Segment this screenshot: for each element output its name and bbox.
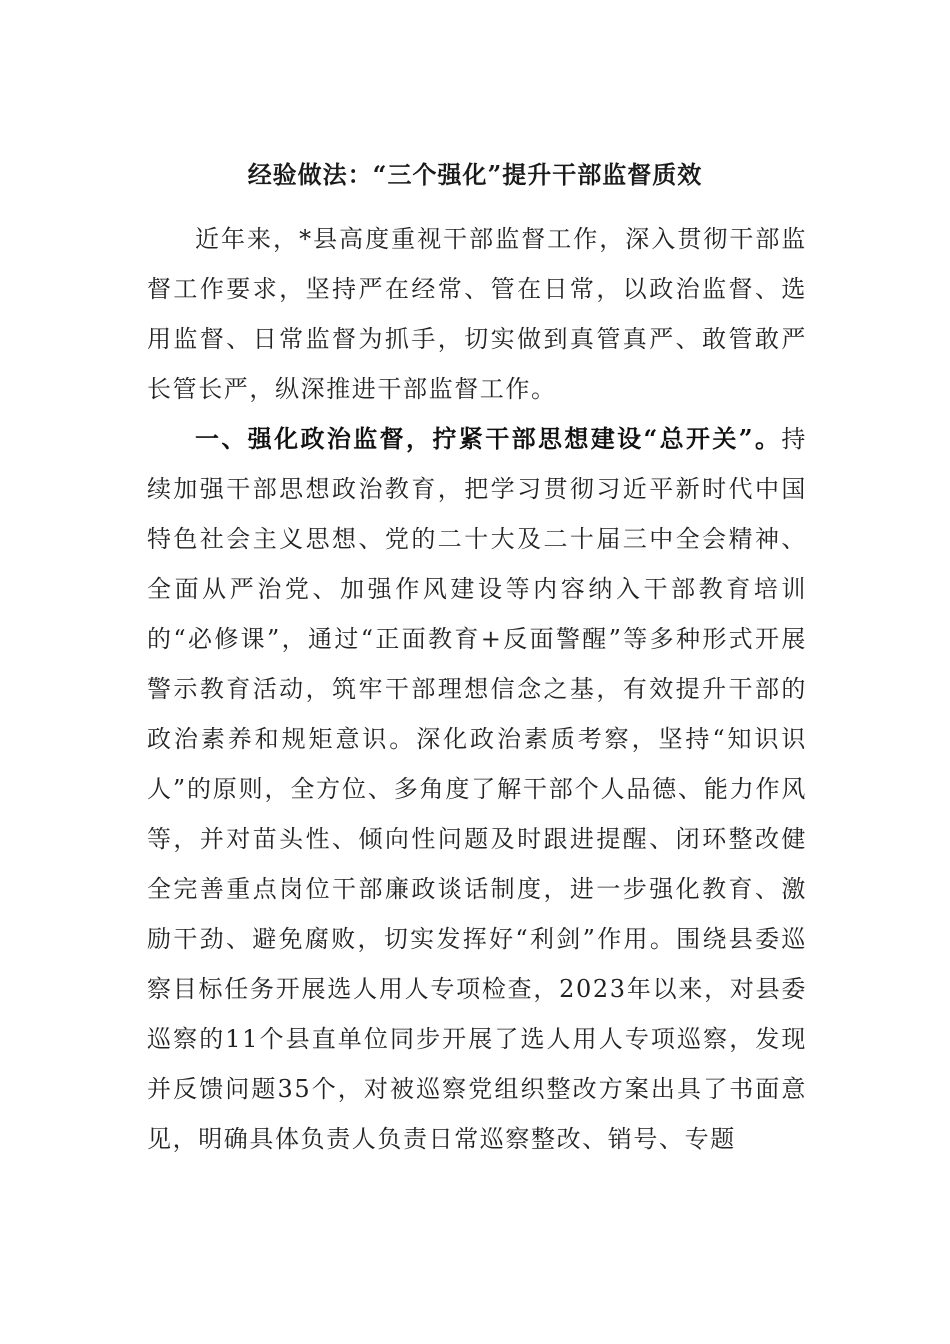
section-one-paragraph bbox=[147, 414, 807, 1164]
section-one-text: 持续加强干部思想政治教育，把学习贯彻习近平新时代中国特色社会主义思想、党的二十大及二十届三中全会精神、全面从严治党、加强作风建设等内容纳入干部教育培训的“必修课”，通过“正面教育+反面警醒”等多种形式开展警示教育活动，筑牢干部理想信念之基，有效提升干部的政治素养和规矩意识。深化政治素质考察，坚持“知识识人”的原则，全方位、多角度了解干部个人品德、能力作风等，并对苗头性、倾向性问题及时跟进提醒、闭环整改健全完善重点岗位干部廉政谈话制度，进一步强化教育、激励干劲、避免腐败，切实发挥好“利剑”作用。围绕县委巡察目标任务开展选人用人专项检查，2023年以来，对县委巡察的11个县直单位同步开展了选人用人专项巡察，发现并反馈问题35个，对被巡察党组织整改方案出具了书面意见，明确具体负责人负责日常巡察整改、销号、专题 bbox=[147, 425, 807, 1153]
intro-paragraph-text: 近年来，*县高度重视干部监督工作，深入贯彻干部监督工作要求，坚持严在经常、管在日常，以政治监督、选用监督、日常监督为抓手，切实做到真管真严、敢管敢严长管长严，纵深推进干部监督工作。 bbox=[147, 225, 807, 403]
document-title: 经验做法：“三个强化”提升干部监督质效 bbox=[247, 160, 703, 189]
document-body bbox=[147, 214, 807, 1164]
section-one-heading: 一、强化政治监督，拧紧干部思想建设“总开关”。 bbox=[195, 424, 782, 453]
intro-paragraph bbox=[147, 214, 807, 414]
